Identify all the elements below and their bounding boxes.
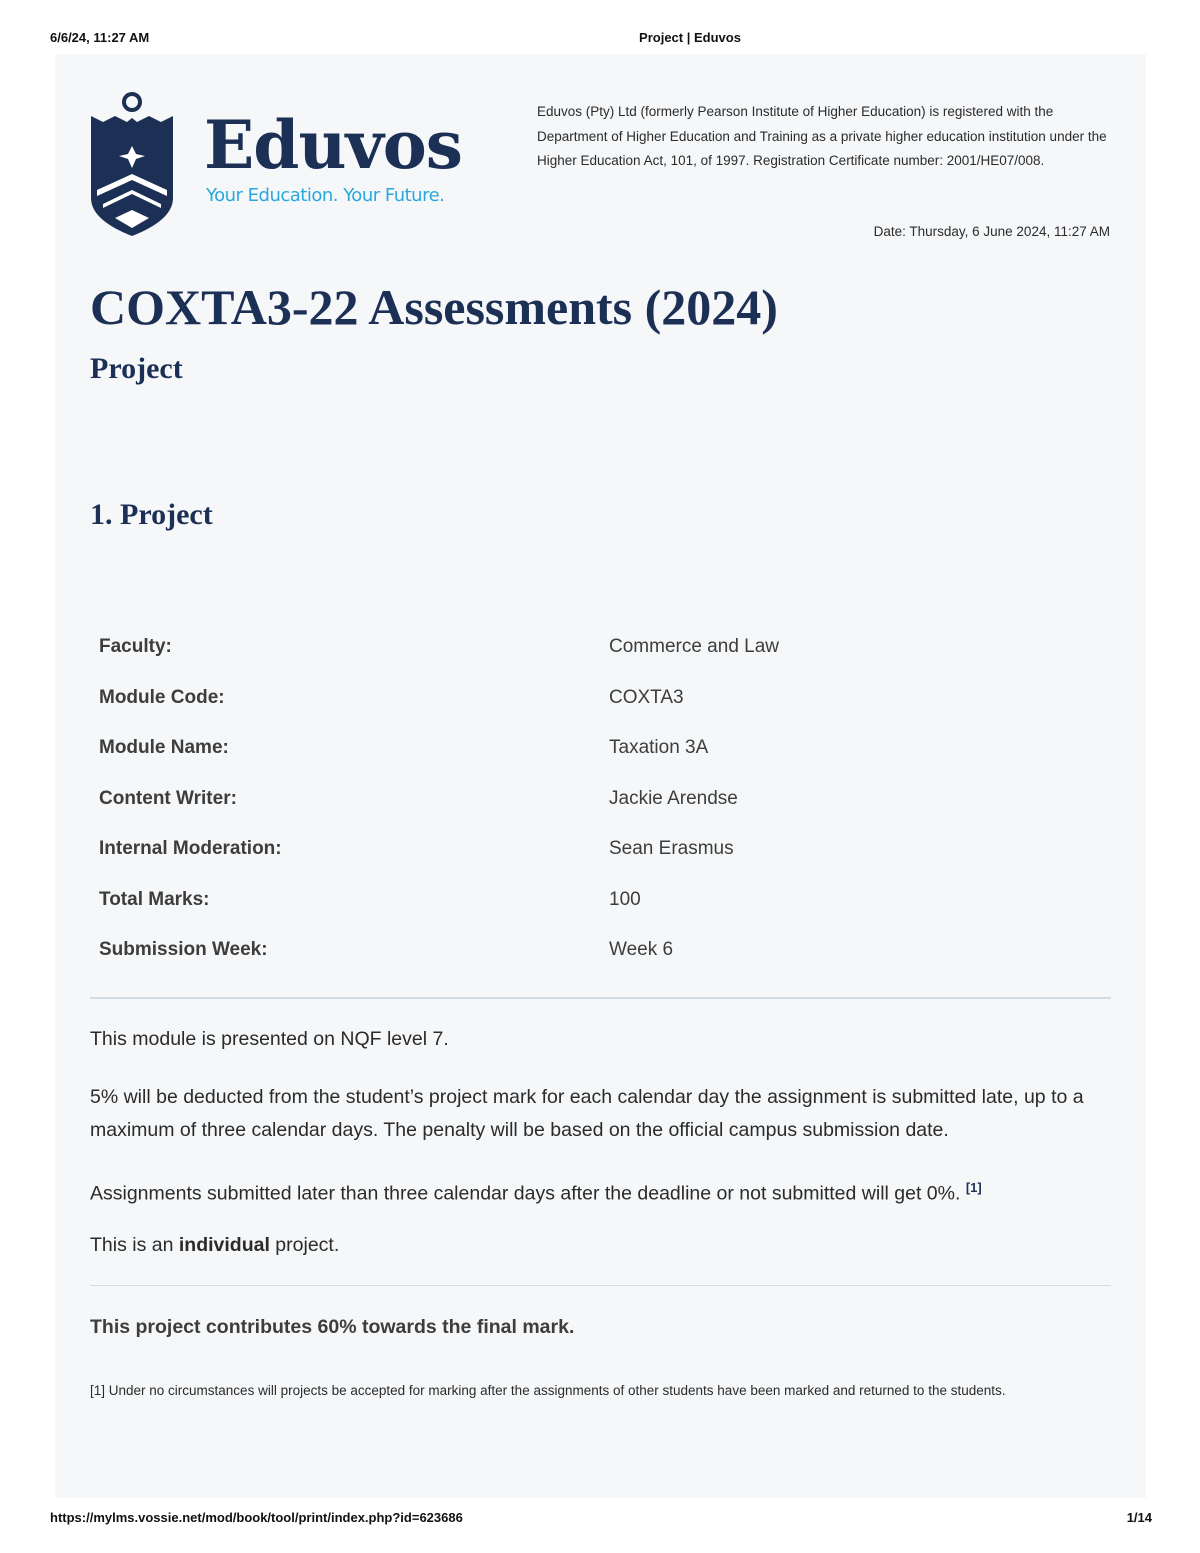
row-label: Internal Moderation:	[99, 838, 282, 860]
table-row	[99, 622, 1111, 673]
individual-text-pre: This is an	[90, 1234, 179, 1256]
row-label: Faculty:	[99, 636, 172, 658]
individual-text-post: project.	[269, 1234, 340, 1256]
late-submission-text: Assignments submitted later than three calendar days after the deadline or not submitted will get 0%.	[90, 1182, 961, 1205]
section-heading: 1. Project	[90, 498, 213, 531]
print-url: https://mylms.vossie.net/mod/book/tool/print/index.php?id=623686	[50, 1510, 463, 1525]
print-timestamp: 6/6/24, 11:27 AM	[50, 30, 150, 45]
divider	[90, 1285, 1111, 1286]
page-number: 1/14	[1126, 1510, 1152, 1525]
row-value: Commerce and Law	[609, 636, 780, 658]
footnote: [1] Under no circumstances will projects be accepted for marking after the assignments of other students have been marked and returned to the students.	[90, 1383, 1006, 1398]
registration-notice: Eduvos (Pty) Ltd (formerly Pearson Institute of Higher Education) is registered with the Department of Higher Education and Training as a private higher education institution under the Higher Education Act, 101, of 1997. Registration Certificate number: 2001/HE07/008.	[537, 104, 1107, 168]
row-label: Content Writer:	[99, 787, 237, 809]
module-info-table	[99, 622, 1111, 976]
nqf-paragraph: This module is presented on NQF level 7.	[90, 1028, 449, 1050]
divider	[90, 997, 1111, 999]
course-subtitle: Project	[90, 352, 183, 385]
row-value: Jackie Arendse	[609, 787, 738, 809]
logo-tagline: Your Education. Your Future.	[206, 185, 445, 206]
row-value: Taxation 3A	[609, 737, 709, 759]
table-row	[99, 723, 1111, 774]
penalty-paragraph: 5% will be deducted from the student’s project mark for each calendar day the assignment is submitted late, up to a maximum of three calendar days. The penalty will be based on the official campus submission date.	[90, 1086, 1084, 1141]
document-sheet	[55, 54, 1146, 1498]
late-submission-paragraph	[90, 1171, 1111, 1211]
print-page-title: Project | Eduvos	[639, 30, 741, 45]
contribution-paragraph: This project contributes 60% towards the final mark.	[90, 1316, 575, 1338]
table-row	[99, 824, 1111, 875]
print-header	[0, 28, 1200, 48]
row-label: Module Code:	[99, 686, 225, 708]
row-value: Week 6	[609, 939, 674, 961]
row-value: COXTA3	[609, 686, 684, 708]
eduvos-logo	[89, 90, 489, 240]
table-row	[99, 875, 1111, 926]
print-footer	[0, 1510, 1200, 1530]
table-row	[99, 774, 1111, 825]
print-date: Date: Thursday, 6 June 2024, 11:27 AM	[873, 224, 1110, 239]
row-label: Submission Week:	[99, 939, 268, 961]
row-label: Total Marks:	[99, 888, 210, 910]
shield-crest-icon	[89, 90, 179, 240]
table-row	[99, 673, 1111, 724]
footnote-link[interactable]: [1]	[965, 1180, 982, 1195]
individual-paragraph	[90, 1229, 1111, 1262]
table-row	[99, 925, 1111, 976]
row-label: Module Name:	[99, 737, 229, 759]
course-title: COXTA3-22 Assessments (2024)	[90, 279, 778, 335]
row-value: 100	[609, 888, 641, 910]
individual-text-bold: individual	[178, 1234, 270, 1256]
logo-wordmark: Eduvos	[204, 106, 462, 184]
row-value: Sean Erasmus	[609, 838, 734, 860]
